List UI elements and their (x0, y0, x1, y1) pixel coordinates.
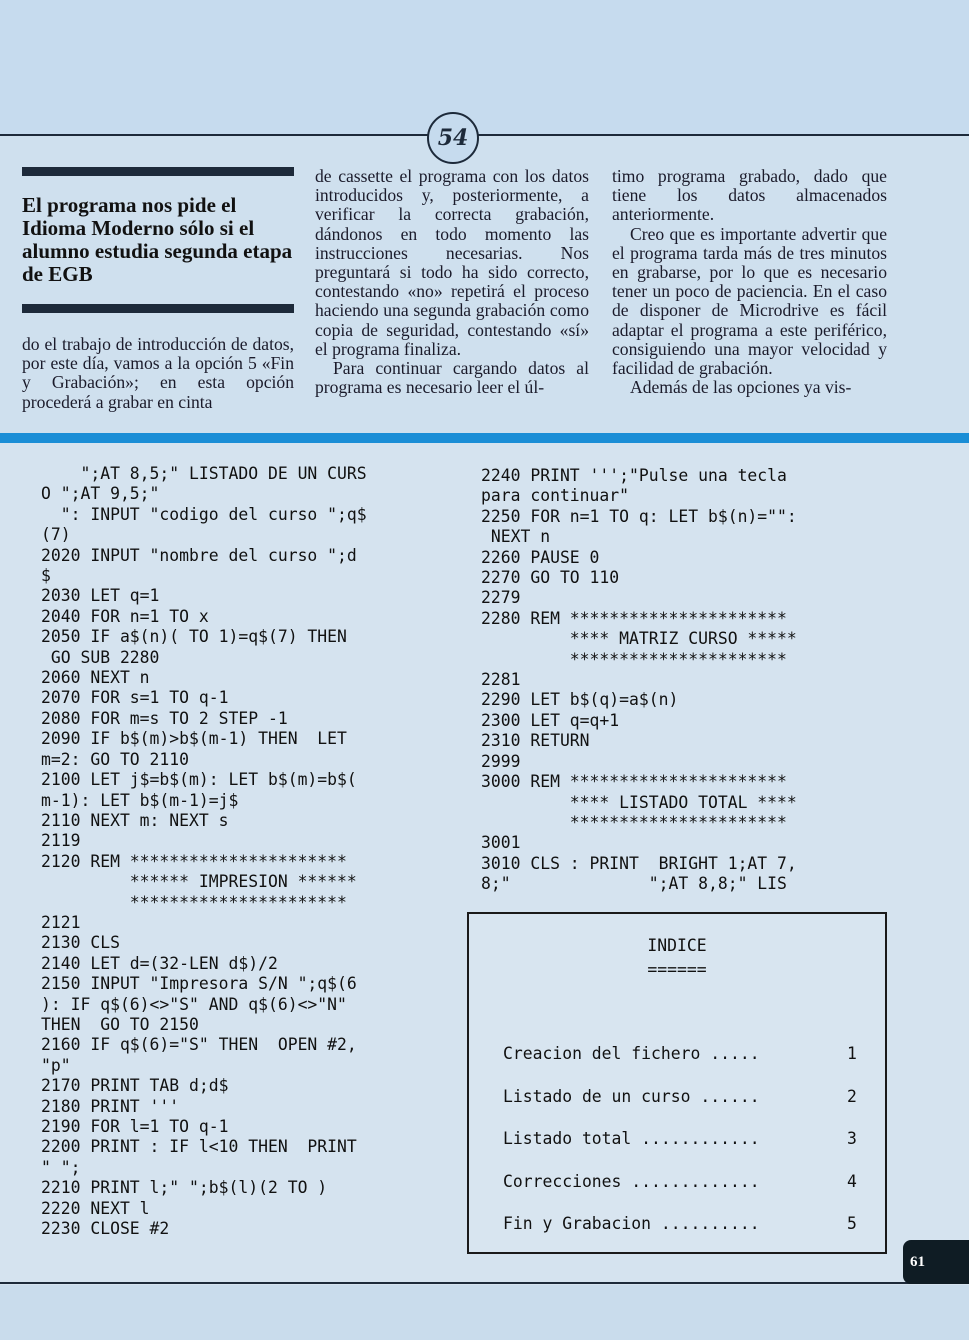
index-item-label: Fin y Grabacion .......... (503, 1214, 760, 1233)
index-item-number: 1 (847, 1044, 857, 1063)
article-headline: El programa nos pide el Idioma Moderno sólo si el alumno estudia segunda etapa de EGB (22, 193, 293, 286)
index-title-underline: ====== (647, 960, 707, 979)
bottom-rule (0, 1282, 969, 1284)
index-title: INDICE (647, 936, 707, 955)
index-menu-box (467, 912, 887, 1254)
article-paragraph: timo programa grabado, dado que tiene los datos almacenados anteriormente. (612, 166, 887, 225)
issue-seal (427, 112, 479, 164)
index-item-label: Listado de un curso ...... (503, 1087, 760, 1106)
index-item-number: 2 (847, 1087, 857, 1106)
index-item-number: 5 (847, 1214, 857, 1233)
article-paragraph: Para continuar cargando datos al programa es necesario leer el úl- (315, 358, 589, 398)
index-item-label: Listado total ............ (503, 1129, 760, 1148)
index-item-label: Correcciones ............. (503, 1172, 760, 1191)
issue-seal-number: 54 (437, 125, 469, 151)
article-column-1 (22, 167, 294, 412)
section-divider-band (0, 433, 969, 443)
bottom-margin-band (0, 1285, 969, 1340)
headline-bar-bottom (22, 304, 294, 313)
article-paragraph: Además de las opciones ya vis- (630, 377, 852, 398)
index-item-number: 4 (847, 1172, 857, 1191)
program-listing-right: 2240 PRINT ''';"Pulse una tecla para continuar" 2250 FOR n=1 TO q: LET b$(n)="": NEXT n 2260 PAUSE 0 2270 GO TO 110 2279 2280 REM ********************** **** MATRIZ CURSO ***** ********************** 2281 2290 LET b$(q)=a$(n) 2300 LET q=q+1 2310 RETURN 2999 3000 REM ********************** **** LISTADO TOTAL **** ********************** 3001 3010 CLS : PRINT BRIGHT 1;AT 7, 8;" ";AT 8,8;" LIS (481, 466, 797, 894)
article-paragraph: do el trabajo de introducción de datos, por este día, vamos a la opción 5 «Fin y Grabación»; en esta opción procederá a grabar en cinta (22, 334, 294, 412)
article-paragraph: de cassette el programa con los datos introducidos y, posteriormente, a verificar la correcta grabación, dándonos en todo momento las instrucciones necesarias. Nos preguntará si todo ha sido correcto, contestando «no» repetirá el proceso haciendo una segunda grabación como copia de seguridad, contestando «sí» el programa finaliza. (315, 166, 589, 359)
top-margin-band (0, 0, 969, 135)
index-item-number: 3 (847, 1129, 857, 1148)
program-listing-left: ";AT 8,5;" LISTADO DE UN CURS O ";AT 9,5;" ": INPUT "codigo del curso ";q$ (7) 2020 INPUT "nombre del curso ";d $ 2030 LET q=1 2040 FOR n=1 TO x 2050 IF a$(n)( TO 1)=q$(7) THEN GO SUB 2280 2060 NEXT n 2070 FOR s=1 TO q-1 2080 FOR m=s TO 2 STEP -1 2090 IF b$(m)>b$(m-1) THEN LET m=2: GO TO 2110 2100 LET j$=b$(m): LET b$(m)=b$( m-1): LET b$(m-1)=j$ 2110 NEXT m: NEXT s 2119 2120 REM ********************** ****** IMPRESION ****** ********************** 2121 2130 CLS 2140 LET d=(32-LEN d$)/2 2150 INPUT "Impresora S/N ";q$(6 ): IF q$(6)<>"S" AND q$(6)<>"N" THEN GO TO 2150 2160 IF q$(6)="S" THEN OPEN #2, "p" 2170 PRINT TAB d;d$ 2180 PRINT ''' 2190 FOR l=1 TO q-1 2200 PRINT : IF l<10 THEN PRINT " "; 2210 PRINT l;" ";b$(l)(2 TO ) 2220 NEXT l 2230 CLOSE #2 (41, 464, 367, 1239)
article-column-3 (612, 167, 887, 397)
page-number: 61 (910, 1254, 925, 1270)
index-item-label: Creacion del fichero ..... (503, 1044, 760, 1063)
article-column-2 (315, 167, 589, 397)
headline-bar-top (22, 167, 294, 176)
article-paragraph: Creo que es importante advertir que el programa tarda más de tres minutos en grabarse, por lo que es necesario tener un poco de paciencia. En el caso de disponer de Microdrive es fácil adaptar el programa a este periférico, consiguiendo una mayor velocidad y facilidad de grabación. (612, 223, 887, 379)
